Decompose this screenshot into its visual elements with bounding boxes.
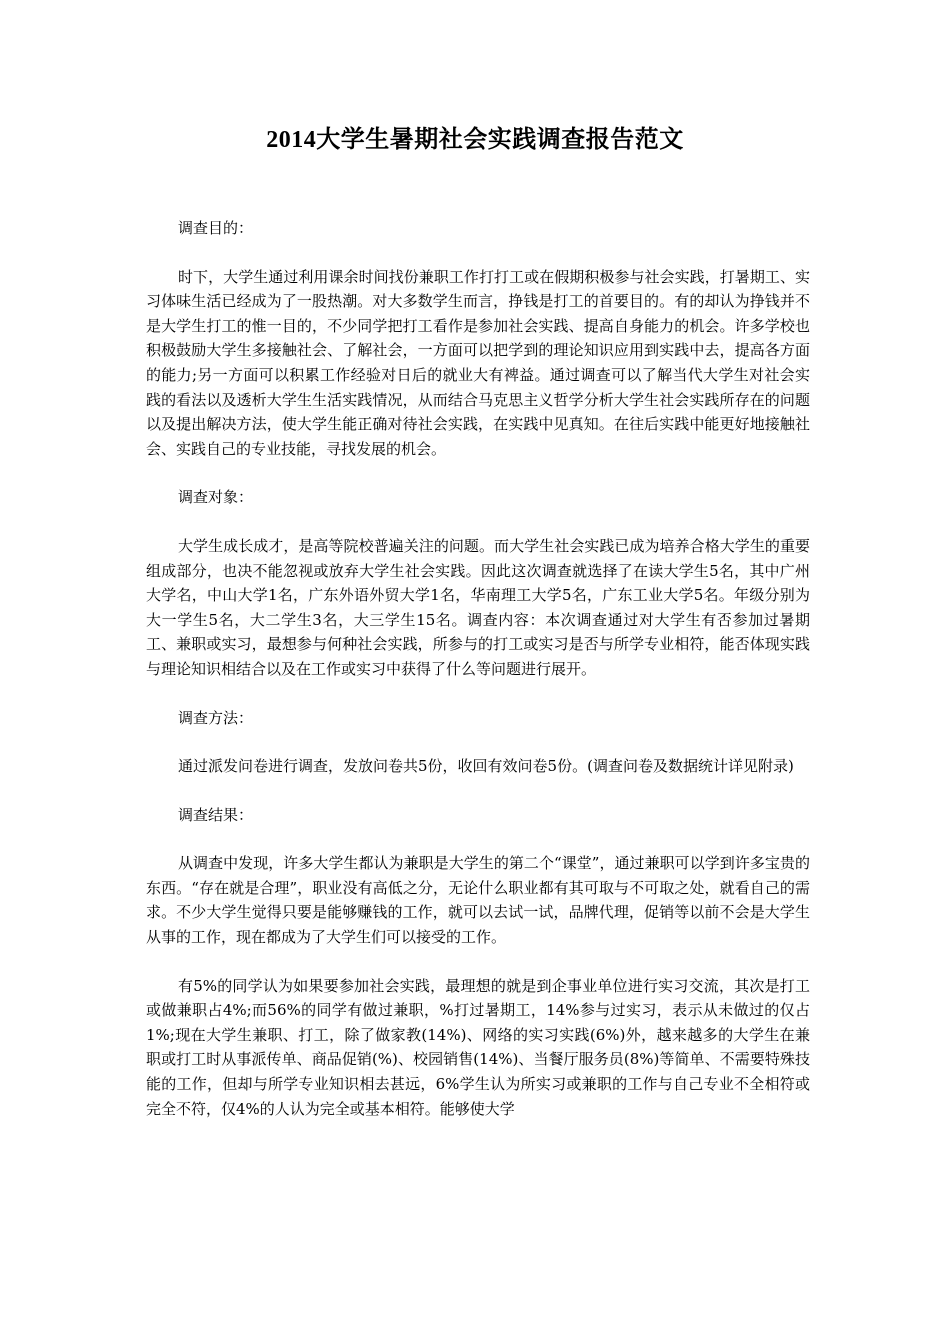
section-heading-purpose: 调查目的： bbox=[178, 219, 254, 237]
paragraph-results-1: 从调查中发现，许多大学生都认为兼职是大学生的第二个“课堂”，通过兼职可以学到许多宝贵的东西。“存在就是合理”，职业没有高低之分，无论什么职业都有其可取与不可取之处，就看自己的需求。不少大学生觉得只要是能够赚钱的工作，就可以去试一试，品牌代理，促销等以前不会是大学生从事的工作，现在都成为了大学生们可以接受的工作。 bbox=[146, 854, 810, 947]
section-heading-results: 调查结果： bbox=[178, 805, 254, 824]
document-body bbox=[146, 216, 810, 1145]
paragraph-purpose: 时下，大学生通过利用课余时间找份兼职工作打打工或在假期积极参与社会实践，打暑期工、实习体味生活已经成为了一股热潮。对大多数学生而言，挣钱是打工的首要目的。有的却认为挣钱并不是大学生打工的惟一目的，不少同学把打工看作是参加社会实践、提高自身能力的机会。许多学校也积极鼓励大学生多接触社会、了解社会，一方面可以把学到的理论知识应用到实践中去，提高各方面的能力;另一方面可以积累工作经验对日后的就业大有裨益。通过调查可以了解当代大学生对社会实践的看法以及透析大学生生活实践情况，从而结合马克思主义哲学分析大学生社会实践所存在的问题以及提出解决方法，使大学生能正确对待社会实践，在实践中见真知。在往后实践中能更好地接触社会、实践自己的专业技能，寻找发展的机会。 bbox=[146, 267, 810, 458]
document-title: 2014大学生暑期社会实践调查报告范文 bbox=[266, 127, 684, 153]
paragraph-subjects: 大学生成长成才，是高等院校普遍关注的问题。而大学生社会实践已成为培养合格大学生的重要组成部分，也决不能忽视或放弃大学生社会实践。因此这次调查就选择了在读大学生5名，其中广州大学名，中山大学1名，广东外语外贸大学1名，华南理工大学5名，广东工业大学5名。年级分别为大一学生5名，大二学生3名，大三学生15名。调查内容：本次调查通过对大学生有否参加过暑期工、兼职或实习，最想参与何种社会实践，所参与的打工或实习是否与所学专业相符，能否体现实践与理论知识相结合以及在工作或实习中获得了什么等问题进行展开。 bbox=[146, 536, 810, 678]
paragraph-method: 通过派发问卷进行调查，发放问卷共5份，收回有效问卷5份。(调查问卷及数据统计详见附录) bbox=[178, 757, 794, 776]
paragraph-results-2: 有5%的同学认为如果要参加社会实践，最理想的就是到企事业单位进行实习交流，其次是打工或做兼职占4%;而56%的同学有做过兼职，%打过暑期工，14%参与过实习，表示从未做过的仅占1%;现在大学生兼职、打工，除了做家教(14%)、网络的实习实践(6%)外，越来越多的大学生在兼职或打工时从事派传单、商品促销(%)、校园销售(14%)、当餐厅服务员(8%)等简单、不需要特殊技能的工作，但却与所学专业知识相去甚远，6%学生认为所实习或兼职的工作与自己专业不全相符或完全不符，仅4%的人认为完全或基本相符。能够使大学 bbox=[146, 976, 810, 1118]
section-heading-subjects: 调查对象： bbox=[178, 488, 254, 507]
section-heading-method: 调查方法： bbox=[178, 708, 254, 727]
